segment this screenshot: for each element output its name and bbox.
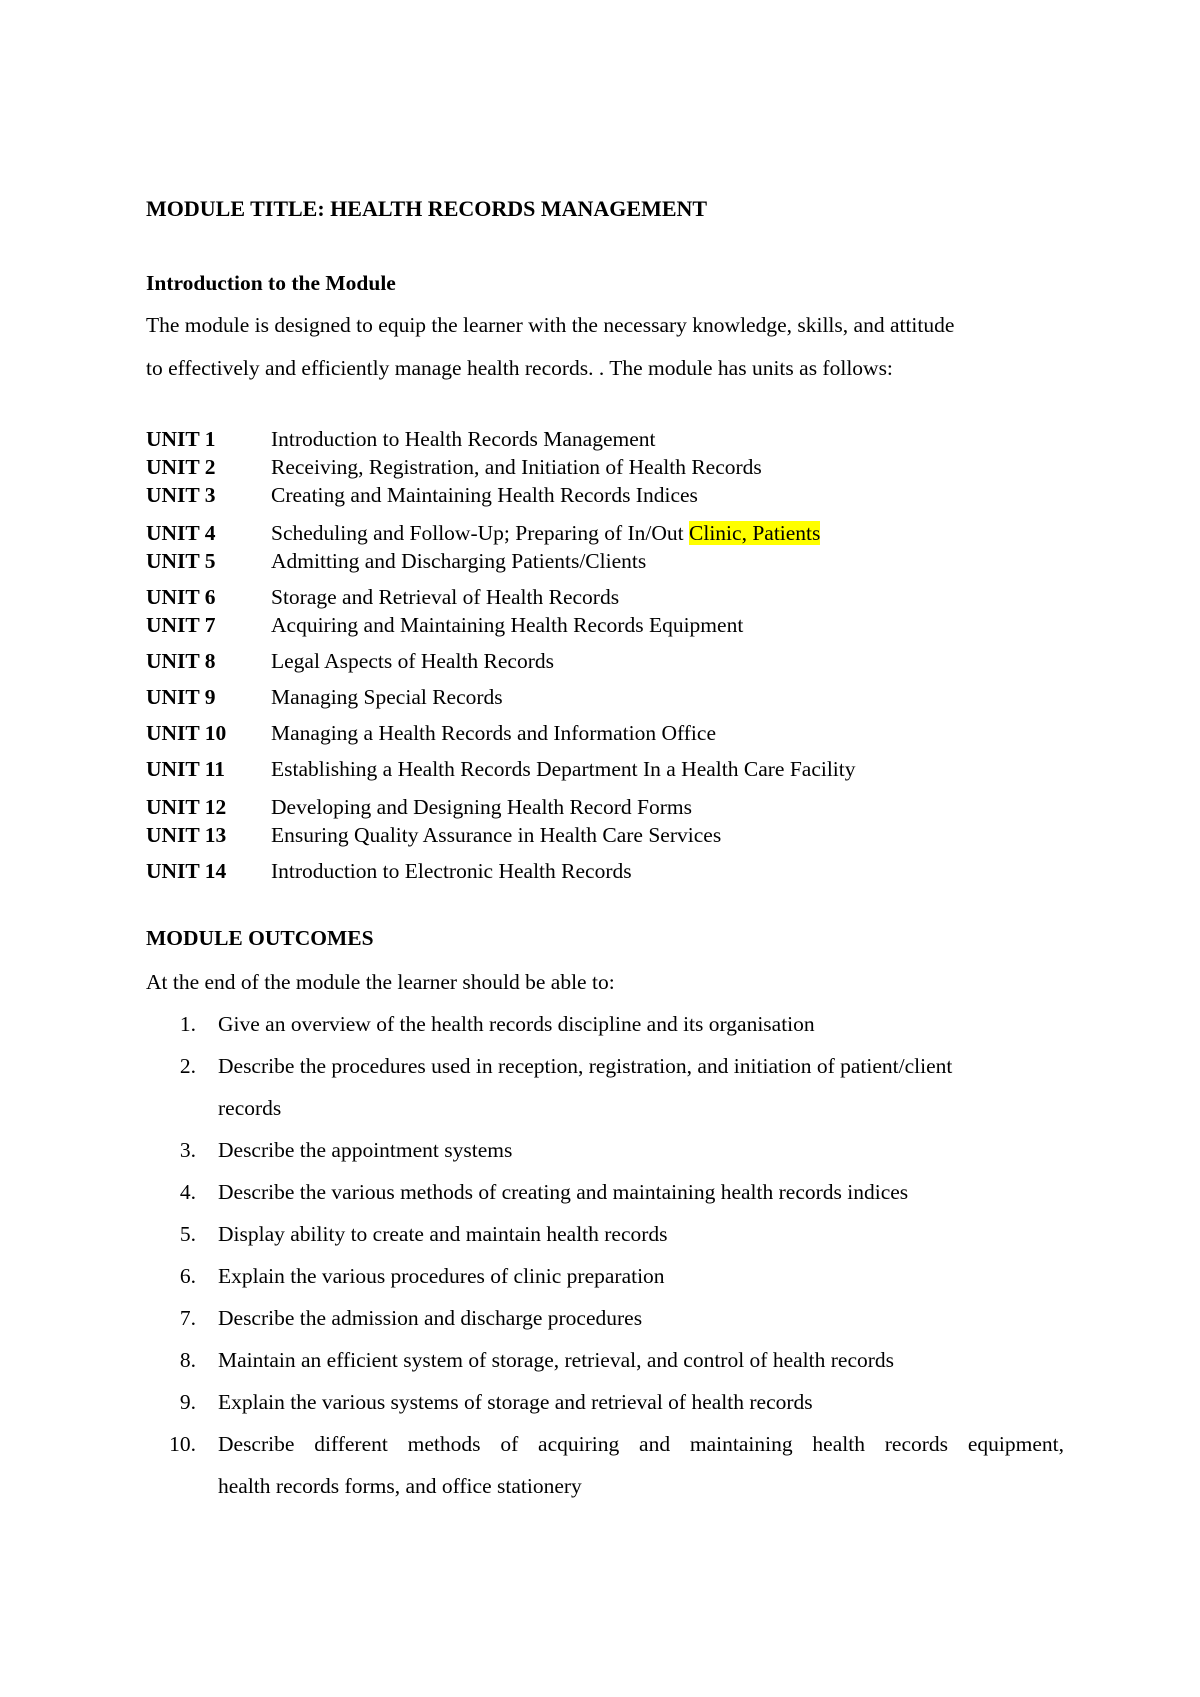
unit-title: Establishing a Health Records Department In a Health Care Facility xyxy=(271,757,856,781)
unit-title: Ensuring Quality Assurance in Health Care Services xyxy=(271,823,722,847)
outcome-number: 7. xyxy=(179,1306,196,1330)
unit-label: UNIT 10 xyxy=(146,721,227,745)
outcome-text: Describe the admission and discharge procedures xyxy=(218,1306,643,1330)
unit-label: UNIT 6 xyxy=(146,585,216,609)
outcome-text: Display ability to create and maintain health records xyxy=(218,1222,668,1246)
outcome-text: Describe the appointment systems xyxy=(218,1138,513,1162)
outcome-text: Explain the various systems of storage and retrieval of health records xyxy=(218,1390,813,1414)
outcomes-intro: At the end of the module the learner should be able to: xyxy=(146,970,615,994)
unit-title: Admitting and Discharging Patients/Clients xyxy=(271,549,647,573)
highlighted-text: Clinic, Patients xyxy=(689,521,821,545)
outcome-text-continuation: health records forms, and office stationery xyxy=(218,1474,582,1498)
unit-title: Introduction to Electronic Health Records xyxy=(271,859,632,883)
unit-label: UNIT 9 xyxy=(146,685,216,709)
outcome-text: Describe the procedures used in reception, registration, and initiation of patient/client xyxy=(218,1054,953,1078)
unit-label: UNIT 13 xyxy=(146,823,227,847)
outcome-number: 4. xyxy=(179,1180,196,1204)
outcome-number: 2. xyxy=(179,1054,196,1078)
unit-title xyxy=(271,521,820,546)
unit-label: UNIT 8 xyxy=(146,649,216,673)
outcome-number: 6. xyxy=(179,1264,196,1288)
outcome-text: Maintain an efficient system of storage, retrieval, and control of health records xyxy=(218,1348,895,1372)
unit-title: Creating and Maintaining Health Records Indices xyxy=(271,483,698,507)
unit-title: Legal Aspects of Health Records xyxy=(271,649,554,673)
unit-title: Introduction to Health Records Management xyxy=(271,427,656,451)
outcome-number: 3. xyxy=(179,1138,196,1162)
unit-title: Receiving, Registration, and Initiation of Health Records xyxy=(271,455,762,479)
outcome-number: 8. xyxy=(179,1348,196,1372)
outcome-text: Describe the various methods of creating and maintaining health records indices xyxy=(218,1180,909,1204)
unit-title: Managing Special Records xyxy=(271,685,503,709)
unit-label: UNIT 11 xyxy=(146,757,226,781)
unit-label: UNIT 14 xyxy=(146,859,227,883)
outcome-text: Give an overview of the health records discipline and its organisation xyxy=(218,1012,815,1036)
unit-label: UNIT 7 xyxy=(146,613,216,637)
outcome-text: Describe different methods of acquiring and maintaining health records equipment, xyxy=(218,1432,1064,1456)
unit-title-text: Scheduling and Follow-Up; Preparing of In/Out xyxy=(271,521,690,545)
unit-label: UNIT 12 xyxy=(146,795,227,819)
unit-title: Developing and Designing Health Record Forms xyxy=(271,795,692,819)
outcome-number: 5. xyxy=(179,1222,196,1246)
unit-title: Acquiring and Maintaining Health Records Equipment xyxy=(271,613,744,637)
unit-label: UNIT 5 xyxy=(146,549,216,573)
unit-title: Managing a Health Records and Information Office xyxy=(271,721,716,745)
outcome-text: Explain the various procedures of clinic preparation xyxy=(218,1264,665,1288)
outcome-number: 1. xyxy=(179,1012,196,1036)
unit-label: UNIT 1 xyxy=(146,427,216,451)
unit-label: UNIT 2 xyxy=(146,455,216,479)
outcome-number: 10. xyxy=(169,1432,196,1456)
unit-label: UNIT 3 xyxy=(146,483,216,507)
introduction-heading: Introduction to the Module xyxy=(146,271,396,295)
outcomes-heading: MODULE OUTCOMES xyxy=(146,926,374,950)
introduction-paragraph-line-1: The module is designed to equip the learner with the necessary knowledge, skills, and attitude xyxy=(146,313,955,337)
introduction-paragraph-line-2: to effectively and efficiently manage health records. . The module has units as follows: xyxy=(146,356,893,380)
outcome-text-continuation: records xyxy=(218,1096,282,1120)
module-title: MODULE TITLE: HEALTH RECORDS MANAGEMENT xyxy=(146,196,708,221)
unit-label: UNIT 4 xyxy=(146,521,216,545)
outcome-number: 9. xyxy=(179,1390,196,1414)
unit-title: Storage and Retrieval of Health Records xyxy=(271,585,620,609)
